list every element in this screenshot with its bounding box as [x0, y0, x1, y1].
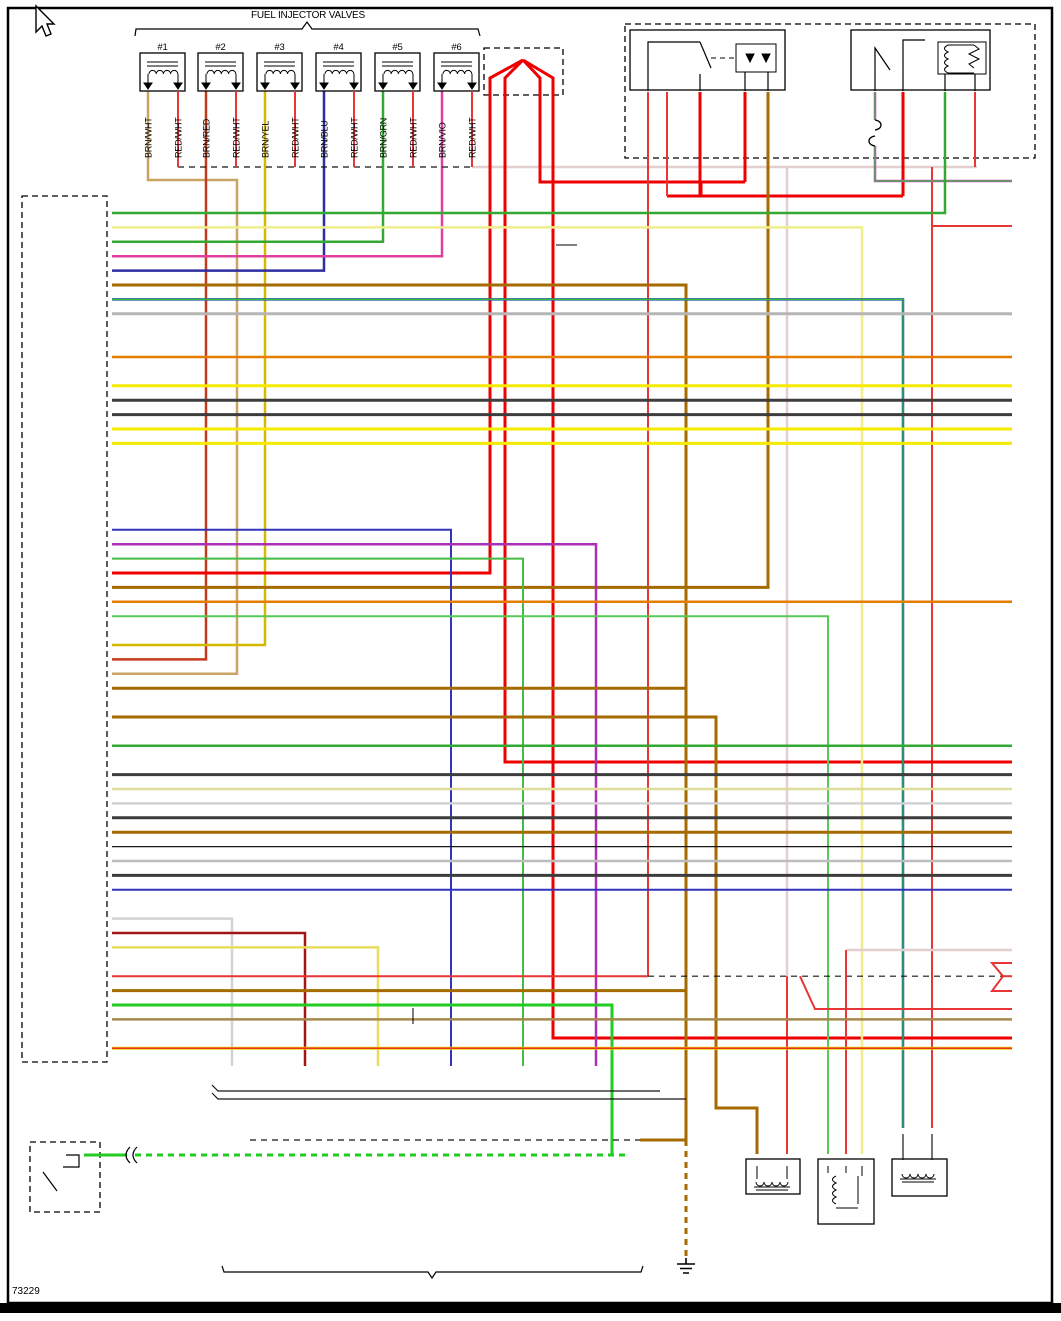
- schematic-glyph: [222, 1266, 643, 1278]
- wire-brn: [112, 717, 757, 1154]
- injector-coil-icon: [147, 62, 178, 86]
- wire-nca: [212, 1085, 660, 1091]
- injector-id: #5: [392, 42, 403, 53]
- wire-color-label: BRN/WHT: [143, 117, 154, 158]
- arrowhead: [261, 83, 269, 89]
- schematic-glyph: [900, 1174, 936, 1182]
- wire-redwht: [992, 976, 1012, 991]
- arrowhead: [379, 83, 387, 89]
- wire-nca: [212, 1093, 686, 1099]
- mouse-cursor-icon: [36, 6, 54, 36]
- component-box: [746, 1159, 800, 1194]
- wire-brnyel: [112, 91, 265, 645]
- arrowhead: [320, 83, 328, 89]
- schematic-glyph: [869, 120, 881, 146]
- injector-id: #3: [274, 42, 285, 53]
- injector-coil-icon: [441, 62, 472, 86]
- injector-id: #1: [157, 42, 168, 53]
- schematic-glyph: [677, 1258, 695, 1273]
- dashed-box: [625, 24, 1035, 158]
- dashed-box: [30, 1142, 100, 1212]
- wire-redwht: [992, 963, 1012, 976]
- wire-red: [523, 60, 745, 182]
- wire-color-label: BRN/YEL: [260, 120, 271, 158]
- schematic-glyph: [875, 40, 975, 91]
- wire-color-label: RED/WHT: [173, 117, 184, 158]
- schematic-glyph: [746, 54, 770, 62]
- wire-color-label: RED/WHT: [467, 117, 478, 158]
- wire-overlay: [875, 146, 1012, 181]
- wire-color-label: RED/WHT: [231, 117, 242, 158]
- injector-coil-icon: [264, 62, 295, 86]
- wire-whtyel: [112, 227, 862, 1154]
- dashed-box: [484, 48, 563, 95]
- wire-color-label: BRN/VIO: [437, 122, 448, 158]
- arrowhead: [438, 83, 446, 89]
- component-box: [851, 30, 990, 90]
- wire-grnvio: [875, 146, 1012, 181]
- wire-color-label: RED/WHT: [349, 117, 360, 158]
- wire-color-label: RED/WHT: [290, 117, 301, 158]
- wire-color-label: RED/WHT: [408, 117, 419, 158]
- wire-whtgrn: [112, 616, 828, 1154]
- injector-id: #6: [451, 42, 462, 53]
- wire-blkwht: [112, 919, 232, 1066]
- schematic-glyph: [828, 1166, 862, 1208]
- arrowhead: [144, 83, 152, 89]
- injector-coil-icon: [382, 62, 413, 86]
- schematic-glyph: [736, 44, 776, 72]
- injector-coil-icon: [205, 62, 236, 86]
- arrowhead: [409, 83, 417, 89]
- schematic-glyph: [648, 42, 768, 91]
- schematic-glyph: [945, 45, 980, 73]
- wire-blkred: [112, 933, 305, 1066]
- injector-id: #4: [333, 42, 344, 53]
- wire-redwht: [800, 976, 1012, 1009]
- bottom-bar: [0, 1303, 1061, 1313]
- schematic-glyph: [135, 22, 480, 36]
- arrowhead: [202, 83, 210, 89]
- wire-red: [505, 60, 1012, 762]
- arrowhead: [174, 83, 182, 89]
- wire-grn: [112, 1005, 612, 1155]
- schematic-glyph: [63, 1155, 79, 1167]
- wire-blkblu: [112, 530, 451, 1066]
- page-border: [8, 8, 1052, 1303]
- wire-color-label: BRN/GRN: [378, 117, 389, 158]
- arrowhead: [291, 83, 299, 89]
- arrowhead: [468, 83, 476, 89]
- injector-id: #2: [215, 42, 226, 53]
- injector-coil-icon: [323, 62, 354, 86]
- dashed-box: [22, 196, 107, 1062]
- section-title: FUEL INJECTOR VALVES: [251, 10, 365, 21]
- wire-color-label: BRN/RED: [201, 118, 212, 158]
- wire-brnvio: [112, 91, 442, 256]
- wire-color-label: BRN/BLU: [319, 120, 330, 158]
- schematic-glyph: [43, 1172, 57, 1191]
- arrowhead: [350, 83, 358, 89]
- sheet-number: 73229: [12, 1286, 40, 1297]
- arrowhead: [232, 83, 240, 89]
- schematic-glyph: [754, 1166, 790, 1190]
